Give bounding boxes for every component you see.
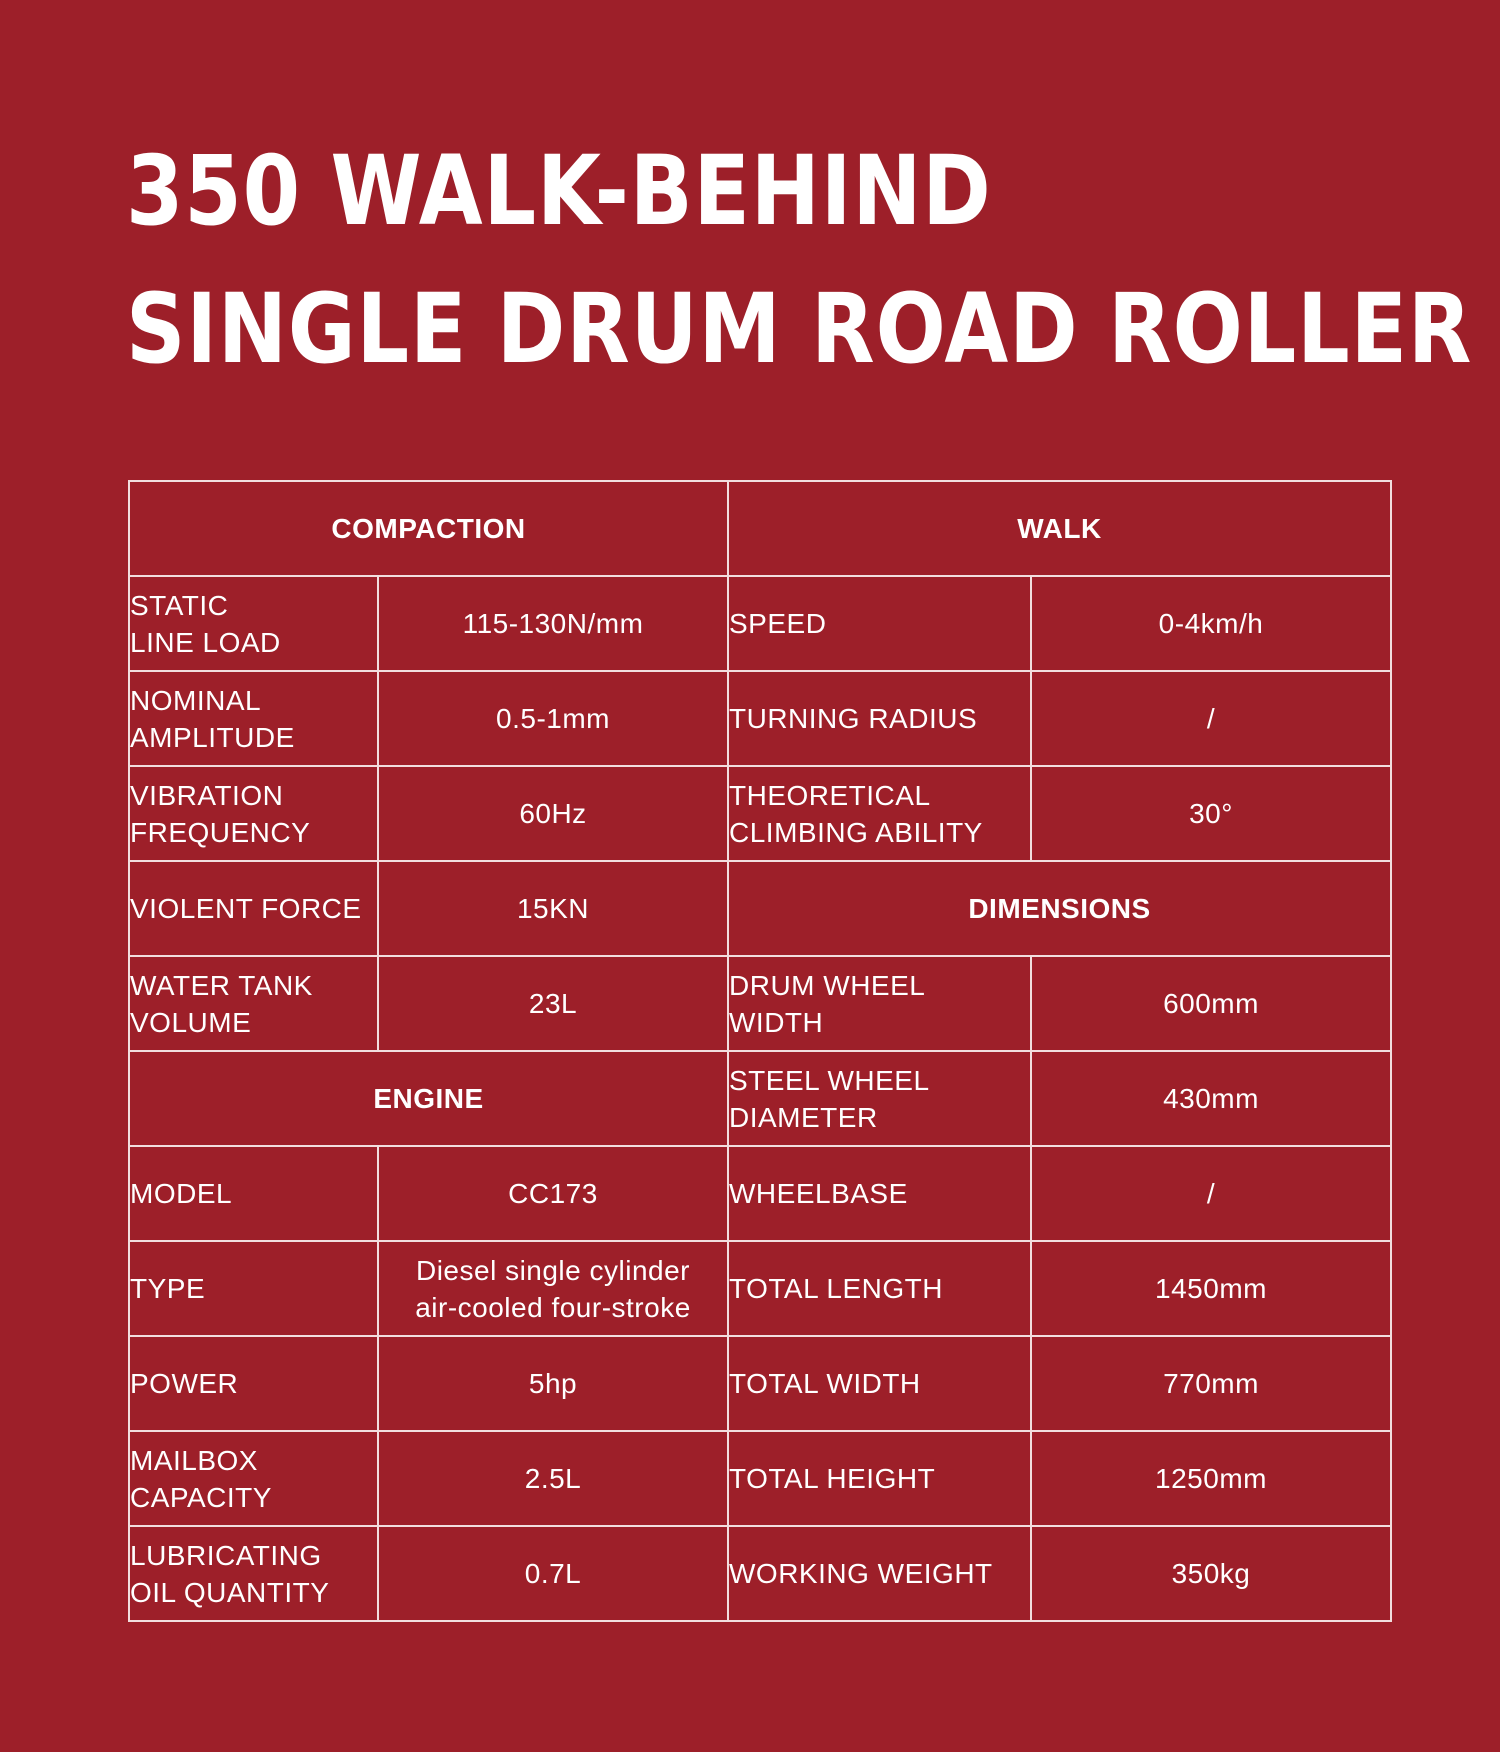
section-header-compaction: COMPACTION: [129, 481, 728, 576]
spec-label: MODEL: [129, 1146, 378, 1241]
spec-value: /: [1031, 1146, 1391, 1241]
spec-value: 30°: [1031, 766, 1391, 861]
table-row: [129, 1241, 1391, 1336]
spec-value: 23L: [378, 956, 728, 1051]
spec-value: /: [1031, 671, 1391, 766]
spec-label: TOTAL WIDTH: [728, 1336, 1031, 1431]
spec-label: MAILBOX CAPACITY: [129, 1431, 378, 1526]
spec-label: WHEELBASE: [728, 1146, 1031, 1241]
title-line-2: SINGLE DRUM ROAD ROLLER: [126, 273, 1473, 385]
spec-value: 600mm: [1031, 956, 1391, 1051]
table-row: [129, 1336, 1391, 1431]
spec-value: 1250mm: [1031, 1431, 1391, 1526]
page-title: [126, 122, 1472, 398]
spec-label: WATER TANK VOLUME: [129, 956, 378, 1051]
table-row: [129, 1526, 1391, 1621]
table-row: [129, 1146, 1391, 1241]
table-row: [129, 1431, 1391, 1526]
spec-value: 430mm: [1031, 1051, 1391, 1146]
table-row: [129, 481, 1391, 576]
spec-value: Diesel single cylinder air-cooled four-stroke: [378, 1241, 728, 1336]
spec-value: 0.7L: [378, 1526, 728, 1621]
table-row: [129, 671, 1391, 766]
section-header-walk: WALK: [728, 481, 1391, 576]
spec-value: 5hp: [378, 1336, 728, 1431]
spec-label: TOTAL HEIGHT: [728, 1431, 1031, 1526]
spec-label: TYPE: [129, 1241, 378, 1336]
spec-label: TURNING RADIUS: [728, 671, 1031, 766]
spec-value: CC173: [378, 1146, 728, 1241]
spec-label: LUBRICATING OIL QUANTITY: [129, 1526, 378, 1621]
spec-label: POWER: [129, 1336, 378, 1431]
spec-label: SPEED: [728, 576, 1031, 671]
spec-label: THEORETICAL CLIMBING ABILITY: [728, 766, 1031, 861]
spec-value: 0-4km/h: [1031, 576, 1391, 671]
spec-table: [128, 480, 1392, 1622]
spec-value: 0.5-1mm: [378, 671, 728, 766]
spec-value: 1450mm: [1031, 1241, 1391, 1336]
spec-label: STATIC LINE LOAD: [129, 576, 378, 671]
spec-label: DRUM WHEEL WIDTH: [728, 956, 1031, 1051]
spec-label: WORKING WEIGHT: [728, 1526, 1031, 1621]
spec-label: NOMINAL AMPLITUDE: [129, 671, 378, 766]
table-row: [129, 766, 1391, 861]
spec-label: VIOLENT FORCE: [129, 861, 378, 956]
spec-value: 15KN: [378, 861, 728, 956]
spec-label: STEEL WHEEL DIAMETER: [728, 1051, 1031, 1146]
table-row: [129, 576, 1391, 671]
spec-value: 2.5L: [378, 1431, 728, 1526]
spec-value: 770mm: [1031, 1336, 1391, 1431]
section-header-dimensions: DIMENSIONS: [728, 861, 1391, 956]
table-row: [129, 861, 1391, 956]
table-row: [129, 1051, 1391, 1146]
section-header-engine: ENGINE: [129, 1051, 728, 1146]
spec-label: VIBRATION FREQUENCY: [129, 766, 378, 861]
table-row: [129, 956, 1391, 1051]
spec-value: 60Hz: [378, 766, 728, 861]
title-line-1: 350 WALK-BEHIND: [126, 135, 992, 247]
spec-value: 350kg: [1031, 1526, 1391, 1621]
spec-value: 115-130N/mm: [378, 576, 728, 671]
spec-label: TOTAL LENGTH: [728, 1241, 1031, 1336]
